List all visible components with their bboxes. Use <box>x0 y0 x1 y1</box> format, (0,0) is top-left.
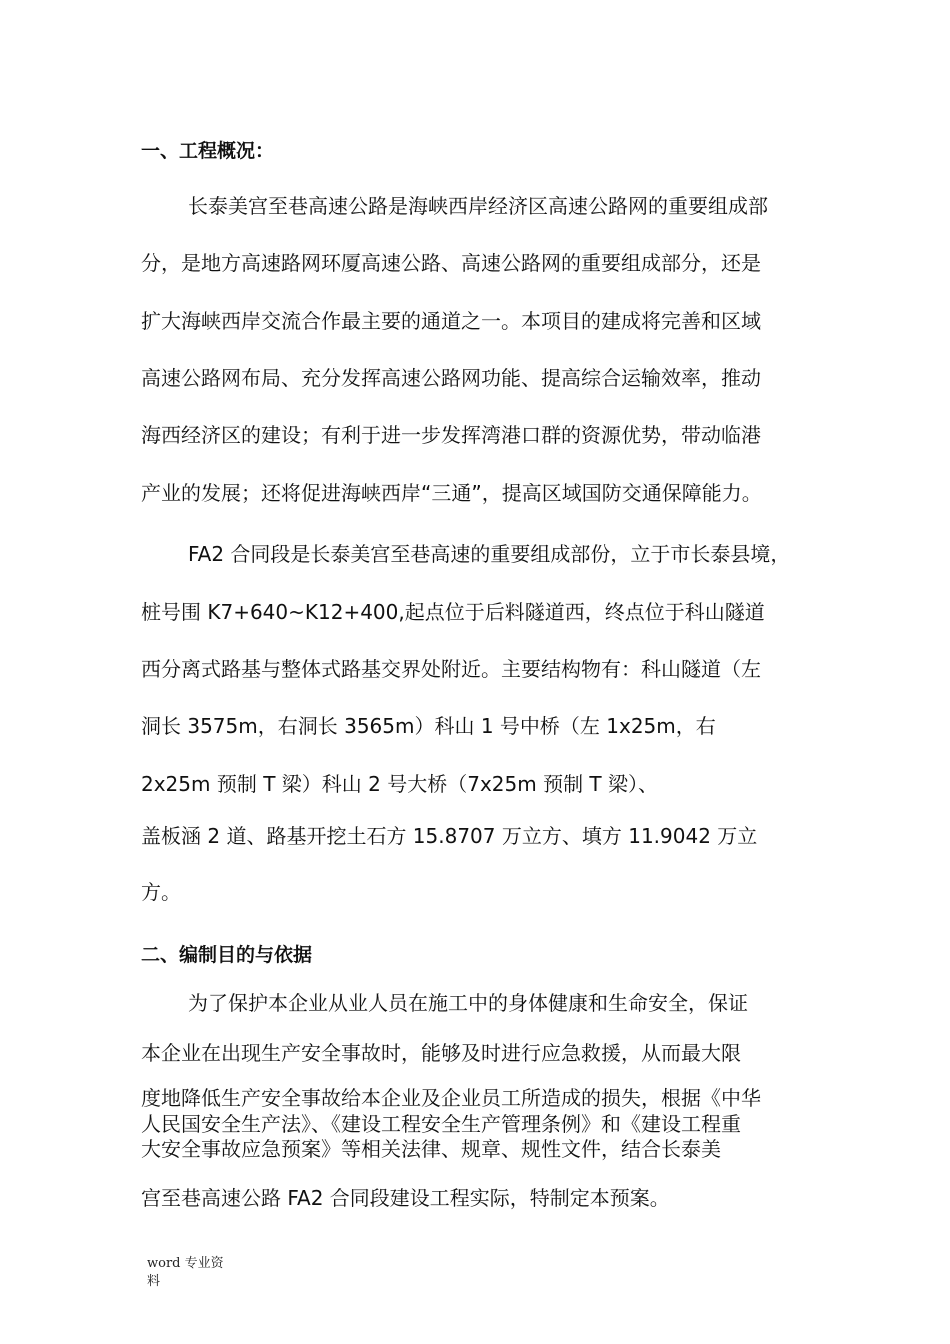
section1-paragraph-line: FA2 合同段是长泰美宫至巷高速的重要组成部份，立于市长泰县境， <box>188 542 791 566</box>
section2-paragraph-line: 度地降低生产安全事故给本企业及企业员工所造成的损失，根据《中华 <box>141 1086 761 1110</box>
section1-paragraph-line: 扩大海峡西岸交流合作最主要的通道之一。本项目的建成将完善和区域 <box>141 309 761 333</box>
section1-paragraph-line: 盖板涵 2 道、路基开挖土石方 15.8707 万立方、填方 11.9042 万立 <box>141 824 758 848</box>
section1-paragraph-line: 桩号围 K7+640~K12+400,起点位于后料隧道西，终点位于科山隧道 <box>141 600 765 624</box>
footer-label: word 专业资 <box>147 1256 224 1271</box>
section2-heading: 二、编制目的与依据 <box>141 944 313 966</box>
section2-paragraph-line: 大安全事故应急预案》等相关法律、规章、规性文件，结合长泰美 <box>141 1137 721 1161</box>
section1-paragraph-line: 分，是地方高速路网环厦高速公路、高速公路网的重要组成部分，还是 <box>141 251 761 275</box>
footer-label: 料 <box>147 1274 161 1289</box>
section1-paragraph-line: 长泰美宫至巷高速公路是海峡西岸经济区高速公路网的重要组成部 <box>188 194 768 218</box>
section1-paragraph-line: 产业的发展；还将促进海峡西岸“三通”，提高区域国防交通保障能力。 <box>141 481 762 505</box>
section1-paragraph-line: 高速公路网布局、充分发挥高速公路网功能、提高综合运输效率，推动 <box>141 366 761 390</box>
section2-paragraph-line: 为了保护本企业从业人员在施工中的身体健康和生命安全，保证 <box>188 991 748 1015</box>
section1-paragraph-line: 方。 <box>141 880 181 904</box>
section1-paragraph-line: 洞长 3575m，右洞长 3565m）科山 1 号中桥（左 1x25m，右 <box>141 714 716 738</box>
section1-paragraph-line: 海西经济区的建设；有利于进一步发挥湾港口群的资源优势，带动临港 <box>141 423 761 447</box>
section1-heading: 一、工程概况： <box>141 140 275 162</box>
section2-paragraph-line: 人民国安全生产法》、《建设工程安全生产管理条例》和《建设工程重 <box>141 1112 741 1136</box>
section2-paragraph-line: 宫至巷高速公路 FA2 合同段建设工程实际，特制定本预案。 <box>141 1186 670 1210</box>
section1-paragraph-line: 西分离式路基与整体式路基交界处附近。主要结构物有：科山隧道（左 <box>141 657 761 681</box>
section1-paragraph-line: 2x25m 预制 T 梁）科山 2 号大桥（7x25m 预制 T 梁）、 <box>141 772 659 796</box>
section2-paragraph-line: 本企业在出现生产安全事故时，能够及时进行应急救援，从而最大限 <box>141 1041 741 1065</box>
